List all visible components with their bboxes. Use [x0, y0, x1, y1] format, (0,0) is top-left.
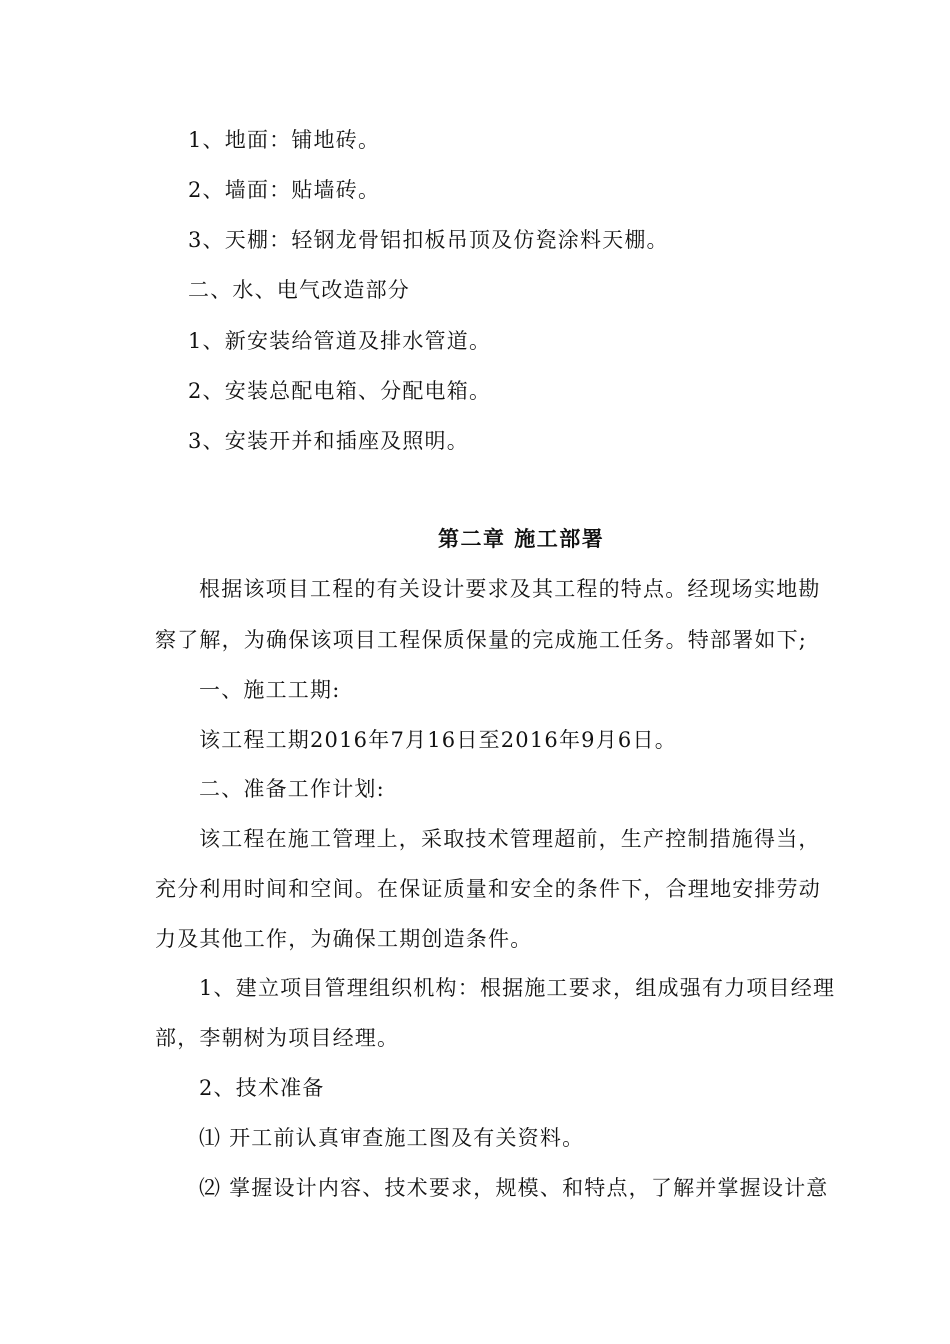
ceiling-item: 3、天棚：轻钢龙骨铝扣板吊顶及仿瓷涂料天棚。 [188, 228, 669, 252]
organization-item: 1、建立项目管理组织机构：根据施工要求，组成强有力项目经理 [199, 976, 836, 1000]
switch-socket-item: 3、安装开并和插座及照明。 [188, 429, 469, 453]
preparation-plan-heading: 二、准备工作计划: [199, 777, 385, 801]
distribution-box-item: 2、安装总配电箱、分配电箱。 [188, 379, 492, 403]
paragraph-line: 根据该项目工程的有关设计要求及其工程的特点。经现场实地勘 [199, 577, 821, 601]
construction-period-heading: 一、施工工期: [199, 678, 341, 702]
paragraph-line: 该工程在施工管理上，采取技术管理超前，生产控制措施得当， [199, 827, 821, 851]
paragraph-line: 充分利用时间和空间。在保证质量和安全的条件下，合理地安排劳动 [155, 877, 821, 901]
technical-item-2: ⑵ 掌握设计内容、技术要求，规模、和特点，了解并掌握设计意 [199, 1176, 829, 1200]
chapter-title: 第二章 施工部署 [438, 526, 605, 551]
technical-item-1: ⑴ 开工前认真审查施工图及有关资料。 [199, 1126, 585, 1150]
section-heading-water-electric: 二、水、电气改造部分 [188, 278, 410, 302]
paragraph-line: 察了解，为确保该项目工程保质保量的完成施工任务。特部署如下; [155, 628, 808, 652]
construction-period-text: 该工程工期2016年7月16日至2016年9月6日。 [199, 728, 677, 752]
paragraph-line: 力及其他工作，为确保工期创造条件。 [155, 927, 533, 951]
organization-item-cont: 部，李朝树为项目经理。 [155, 1026, 400, 1050]
pipe-item: 1、新安装给管道及排水管道。 [188, 329, 492, 353]
technical-preparation-heading: 2、技术准备 [199, 1076, 325, 1100]
wall-item: 2、墙面：贴墙砖。 [188, 178, 381, 202]
floor-item: 1、地面：铺地砖。 [188, 128, 381, 152]
